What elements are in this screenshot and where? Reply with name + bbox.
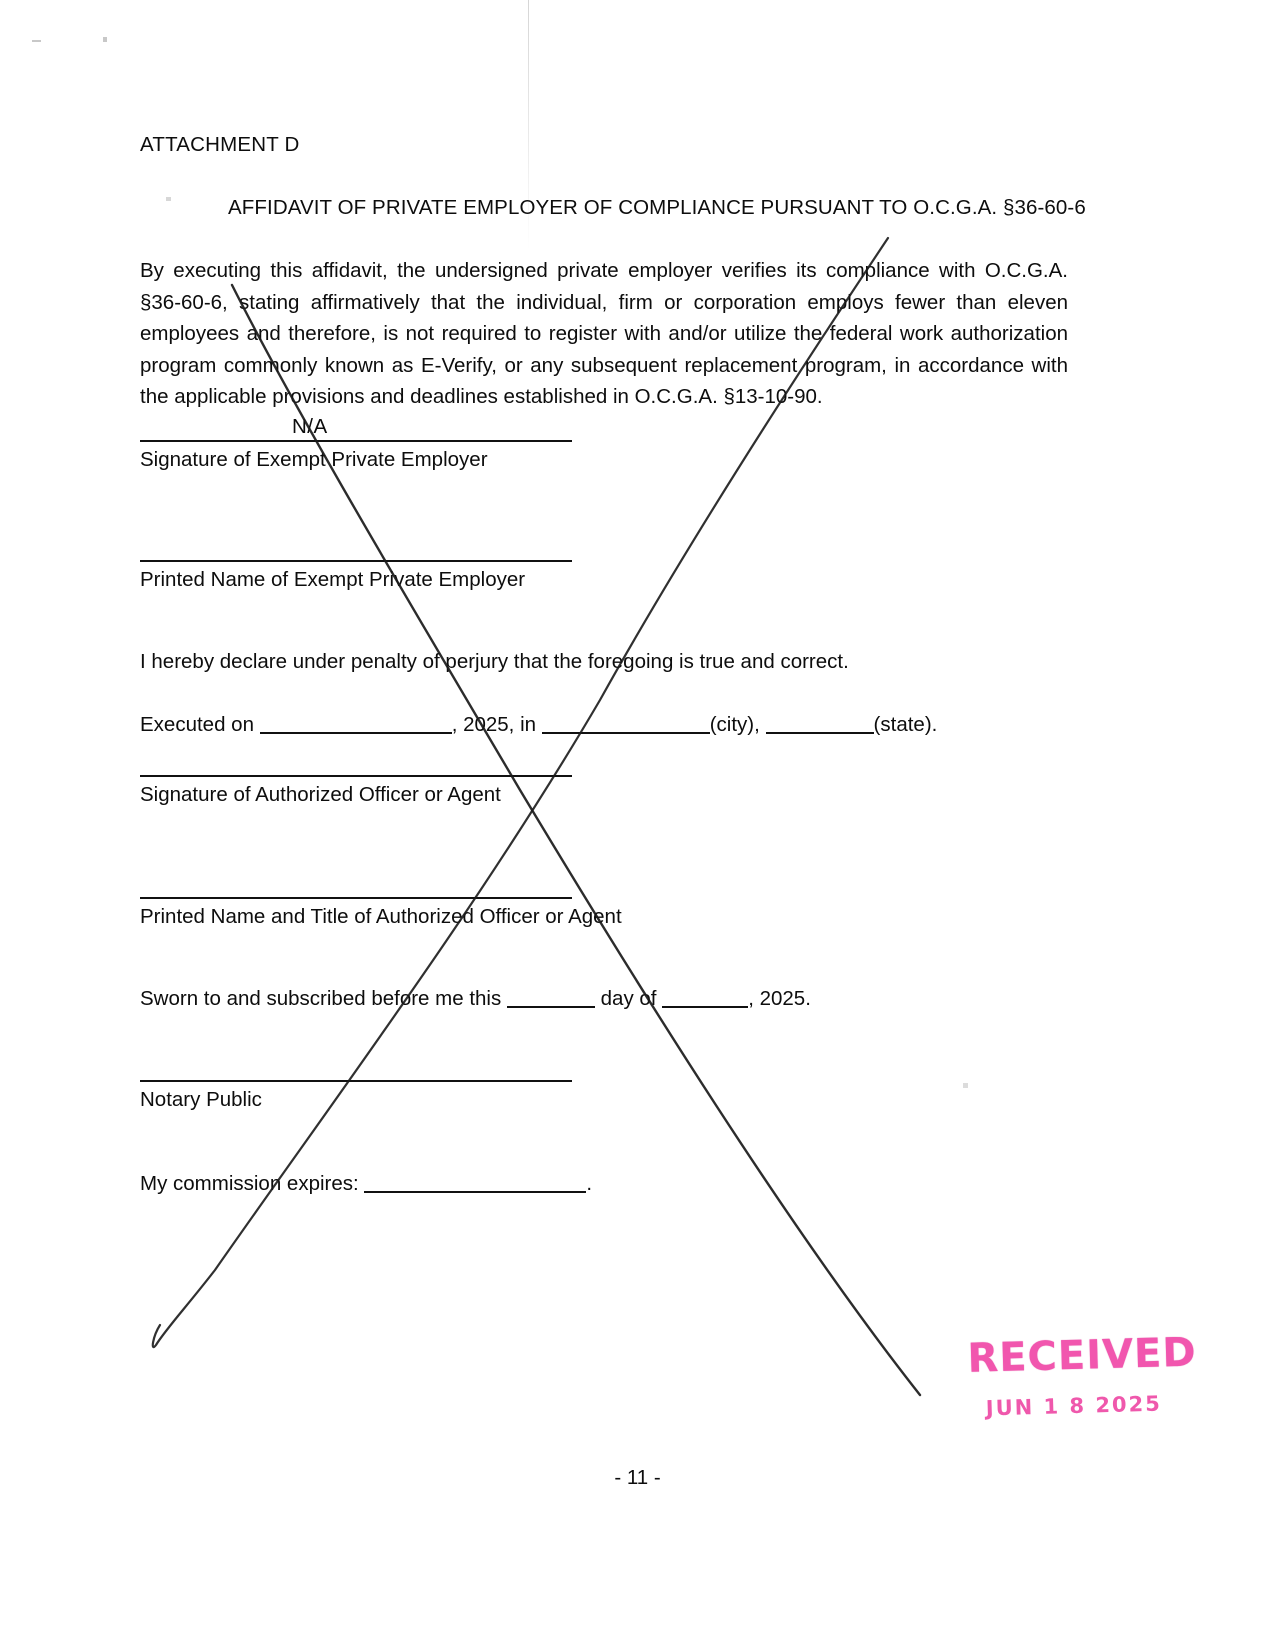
employer-signature-caption: Signature of Exempt Private Employer (140, 448, 488, 471)
employer-signature-line[interactable] (140, 415, 572, 442)
compliance-statement-paragraph: By executing this affidavit, the undersigned private employer verifies its compliance with O.C.G.A. §36-60-6, stating affirmatively that the individual, firm or corporation employs fewer than eleven employees and therefore, is not required to register with and/or utilize the federal work authorization program commonly known as E-Verify, or any subsequent replacement program, in accordance with the applicable provisions and deadlines established in O.C.G.A. §13-10-90. (140, 259, 1068, 408)
commission-expires-row (140, 1172, 592, 1196)
executed-on-prefix: Executed on (140, 713, 254, 736)
received-stamp (966, 1329, 1198, 1421)
scan-speck (103, 37, 107, 42)
officer-signature-line[interactable] (140, 775, 572, 777)
scan-speck (166, 197, 171, 201)
sworn-statement-row (140, 987, 811, 1011)
commission-expires-period: . (586, 1172, 593, 1195)
received-stamp-date: JUN 1 8 2025 (985, 1391, 1163, 1421)
perjury-declaration: I hereby declare under penalty of perjury that the foregoing is true and correct. (140, 650, 849, 673)
officer-printed-name-block (140, 897, 622, 929)
sworn-middle: day of (600, 987, 657, 1010)
employer-signature-value: N/A (288, 415, 332, 439)
commission-expires-blank[interactable] (364, 1173, 586, 1193)
executed-year-segment: , 2025, in (451, 713, 537, 736)
executed-state-blank[interactable] (766, 714, 874, 734)
officer-printed-name-line[interactable] (140, 897, 572, 899)
employer-printed-name-caption: Printed Name of Exempt Private Employer (140, 568, 526, 591)
executed-city-label: (city), (709, 713, 760, 736)
sworn-suffix: , 2025. (748, 987, 811, 1010)
commission-expires-label: My commission expires: (140, 1172, 359, 1195)
scan-speck (963, 1083, 968, 1088)
notary-signature-block (140, 1080, 572, 1112)
executed-on-row (140, 713, 937, 737)
page-title: AFFIDAVIT OF PRIVATE EMPLOYER OF COMPLIANCE PURSUANT TO O.C.G.A. §36-60-6 (228, 196, 1086, 219)
sworn-month-blank[interactable] (662, 988, 748, 1008)
officer-signature-block (140, 775, 572, 807)
sworn-day-blank[interactable] (507, 988, 595, 1008)
attachment-label: ATTACHMENT D (140, 133, 300, 156)
executed-state-label: (state). (873, 713, 938, 736)
employer-signature-block (140, 415, 572, 472)
employer-printed-name-line[interactable] (140, 560, 572, 562)
officer-signature-caption: Signature of Authorized Officer or Agent (140, 783, 501, 806)
executed-date-blank[interactable] (260, 714, 452, 734)
employer-printed-name-block (140, 560, 572, 592)
executed-city-blank[interactable] (542, 714, 710, 734)
received-stamp-word: RECEIVED (966, 1329, 1198, 1382)
page-number: - 11 - (614, 1466, 661, 1489)
notary-signature-line[interactable] (140, 1080, 572, 1082)
sworn-prefix: Sworn to and subscribed before me this (140, 987, 502, 1010)
officer-printed-name-caption: Printed Name and Title of Authorized Officer or Agent (140, 905, 622, 928)
scan-speck (32, 40, 41, 42)
notary-caption: Notary Public (140, 1088, 262, 1111)
